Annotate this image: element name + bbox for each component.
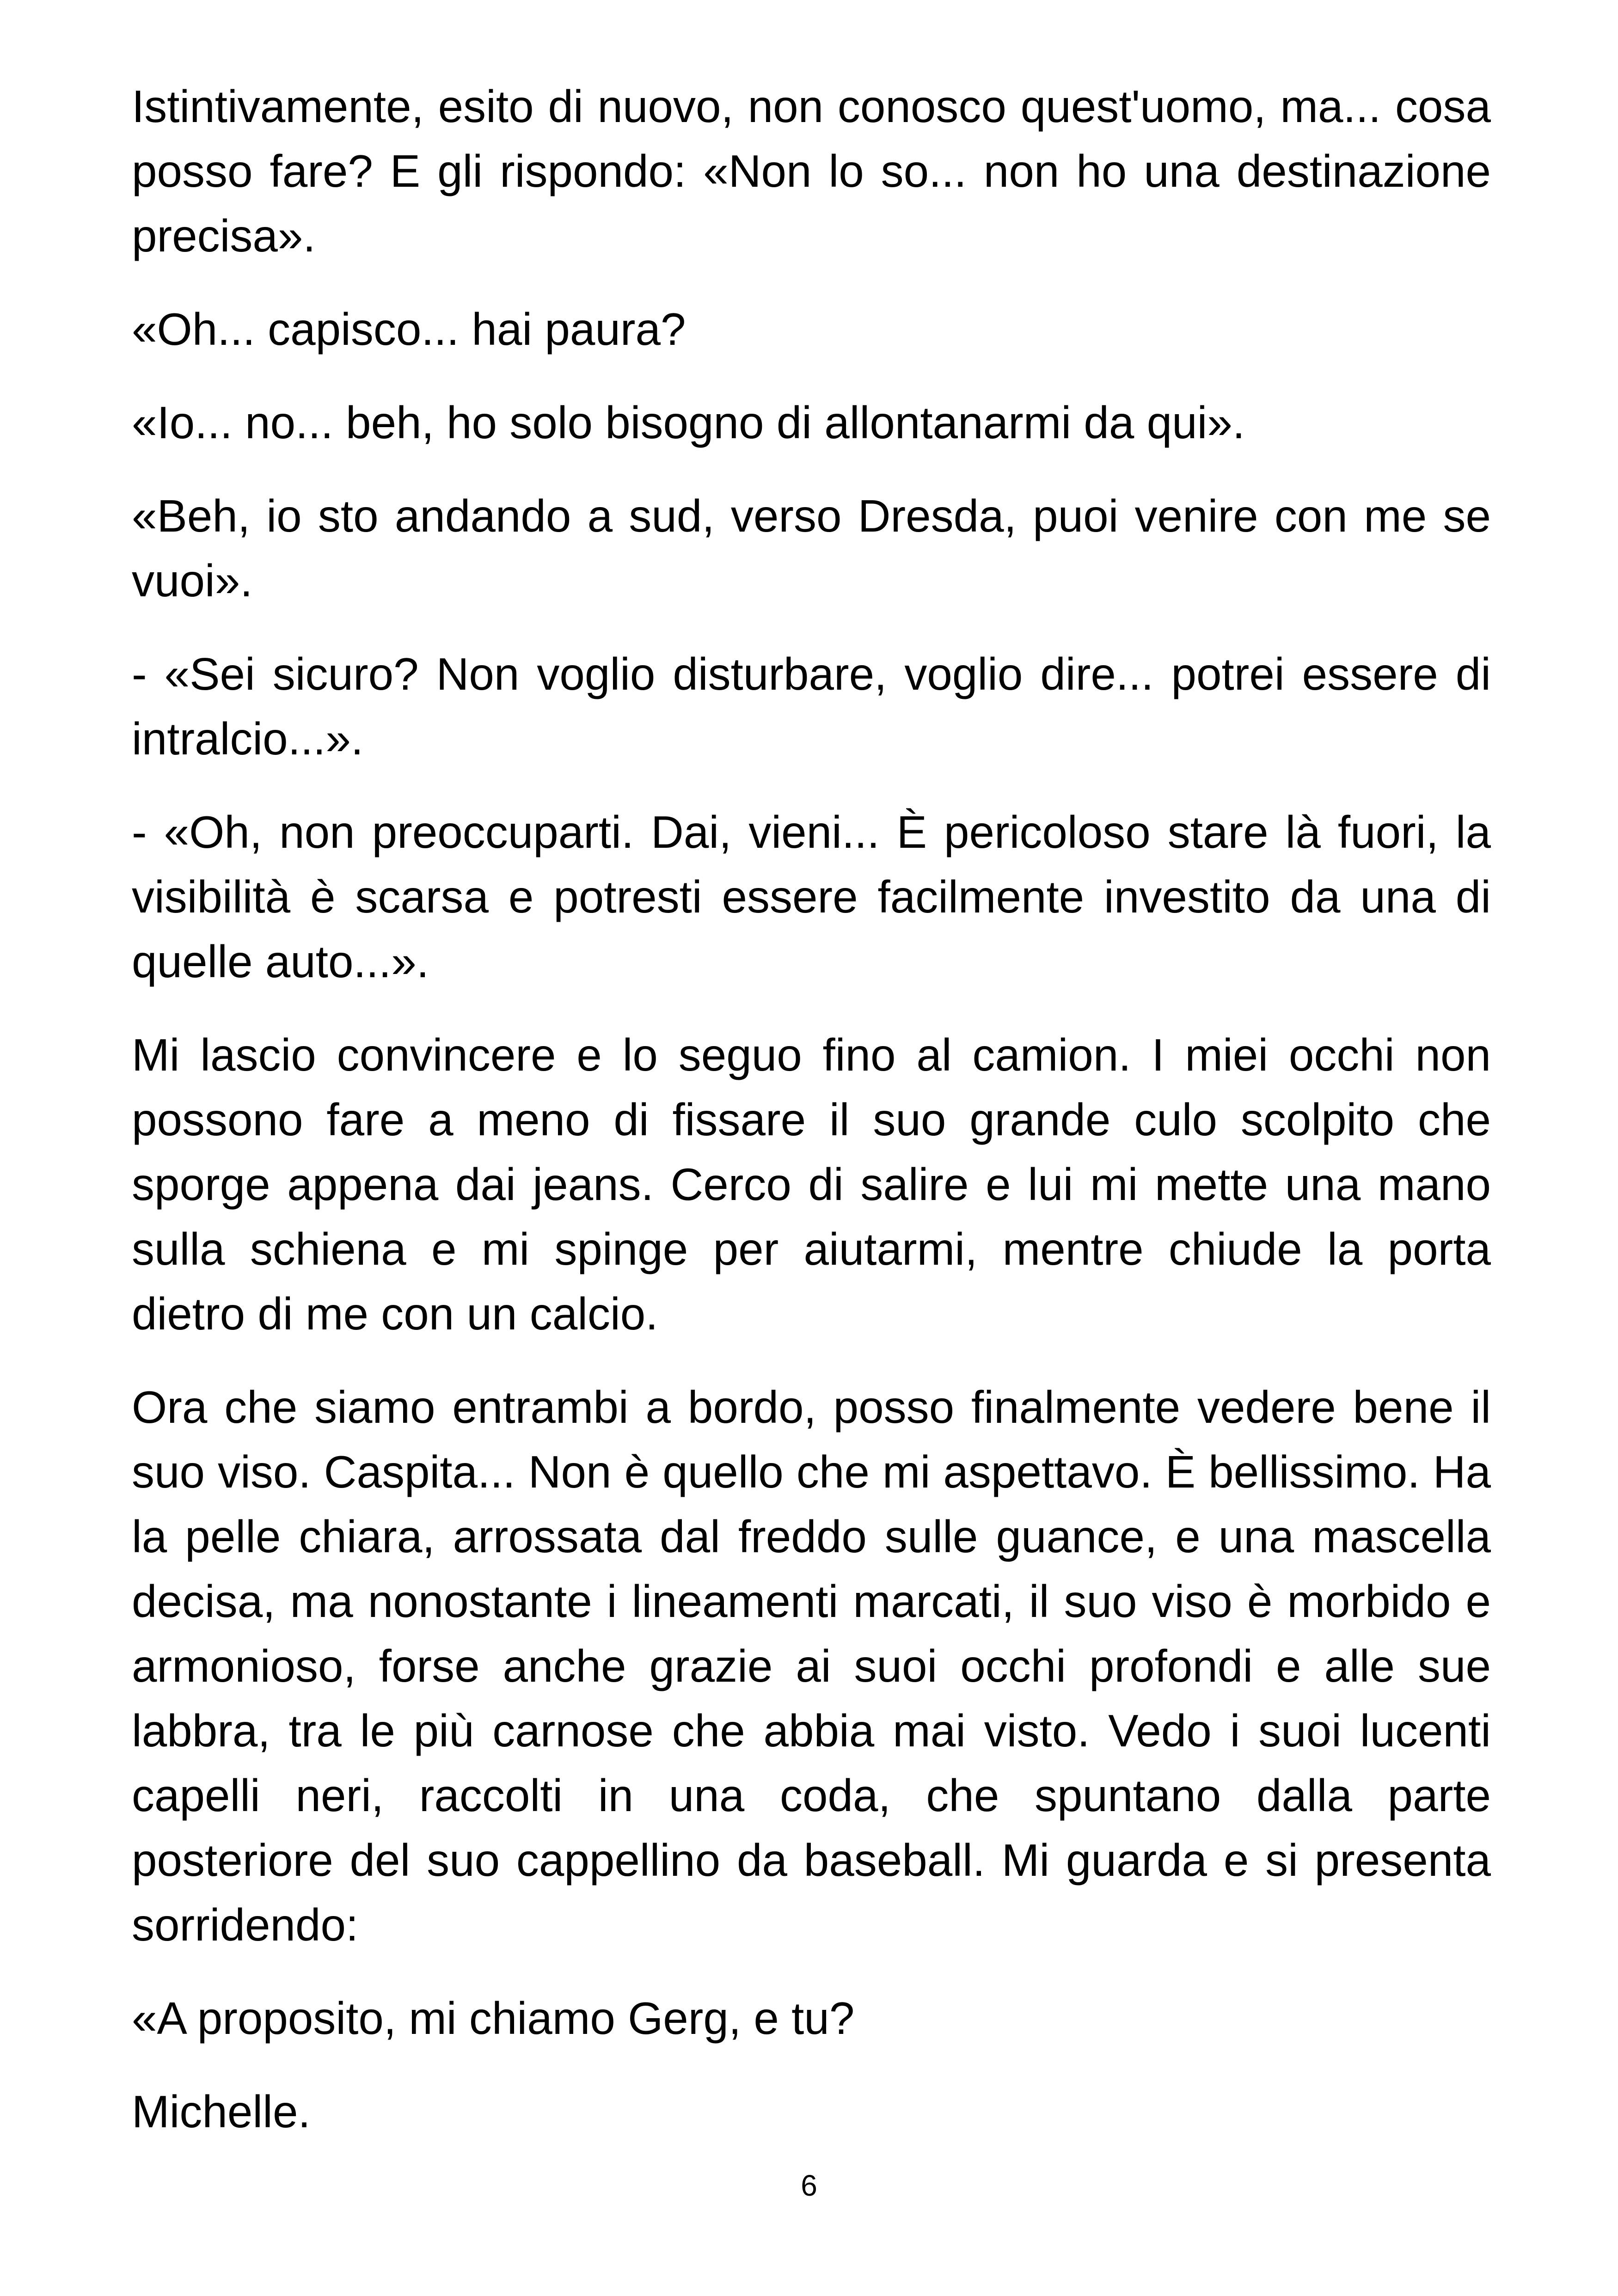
paragraph: Ora che siamo entrambi a bordo, posso finalmente vedere bene il suo viso. Caspita... Non è quello che mi aspettavo. È bellissimo. Ha la pelle chiara, arrossata dal freddo sulle guance, e una mascella decisa, ma nonostante i lineamenti marcati, il suo viso è morbido e armonioso, forse anche grazie ai suoi occhi profondi e alle sue labbra, tra le più carnose che abbia mai visto. Vedo i suoi lucenti capelli neri, raccolti in una coda, che spuntano dalla parte posteriore del suo cappellino da baseball. Mi guarda e si presenta sorridendo: (132, 1382, 1491, 1950)
paragraph: Istintivamente, esito di nuovo, non conosco quest'uomo, ma... cosa posso fare? E gli rispondo: «Non lo so... non ho una destinazione precisa». (132, 81, 1491, 261)
page-number: 6 (801, 2169, 817, 2202)
paragraph: «Beh, io sto andando a sud, verso Dresda, puoi venire con me se vuoi». (132, 490, 1491, 606)
paragraph: - «Oh, non preoccuparti. Dai, vieni... È pericoloso stare là fuori, la visibilità è scarsa e potresti essere facilmente investito da una di quelle auto...». (132, 807, 1491, 987)
paragraph: «Oh... capisco... hai paura? (132, 304, 686, 355)
paragraph: Mi lascio convincere e lo seguo fino al camion. I miei occhi non possono fare a meno di fissare il suo grande culo scolpito che sporge appena dai jeans. Cerco di salire e lui mi mette una mano sulla schiena e mi spinge per aiutarmi, mentre chiude la porta dietro di me con un calcio. (132, 1029, 1491, 1339)
paragraph: Michelle. (132, 2086, 311, 2137)
paragraph: «Io... no... beh, ho solo bisogno di allontanarmi da qui». (132, 397, 1245, 448)
paragraph: «A proposito, mi chiamo Gerg, e tu? (132, 1993, 855, 2044)
body-text (132, 74, 1491, 2173)
paragraph: - «Sei sicuro? Non voglio disturbare, voglio dire... potrei essere di intralcio...». (132, 649, 1491, 764)
